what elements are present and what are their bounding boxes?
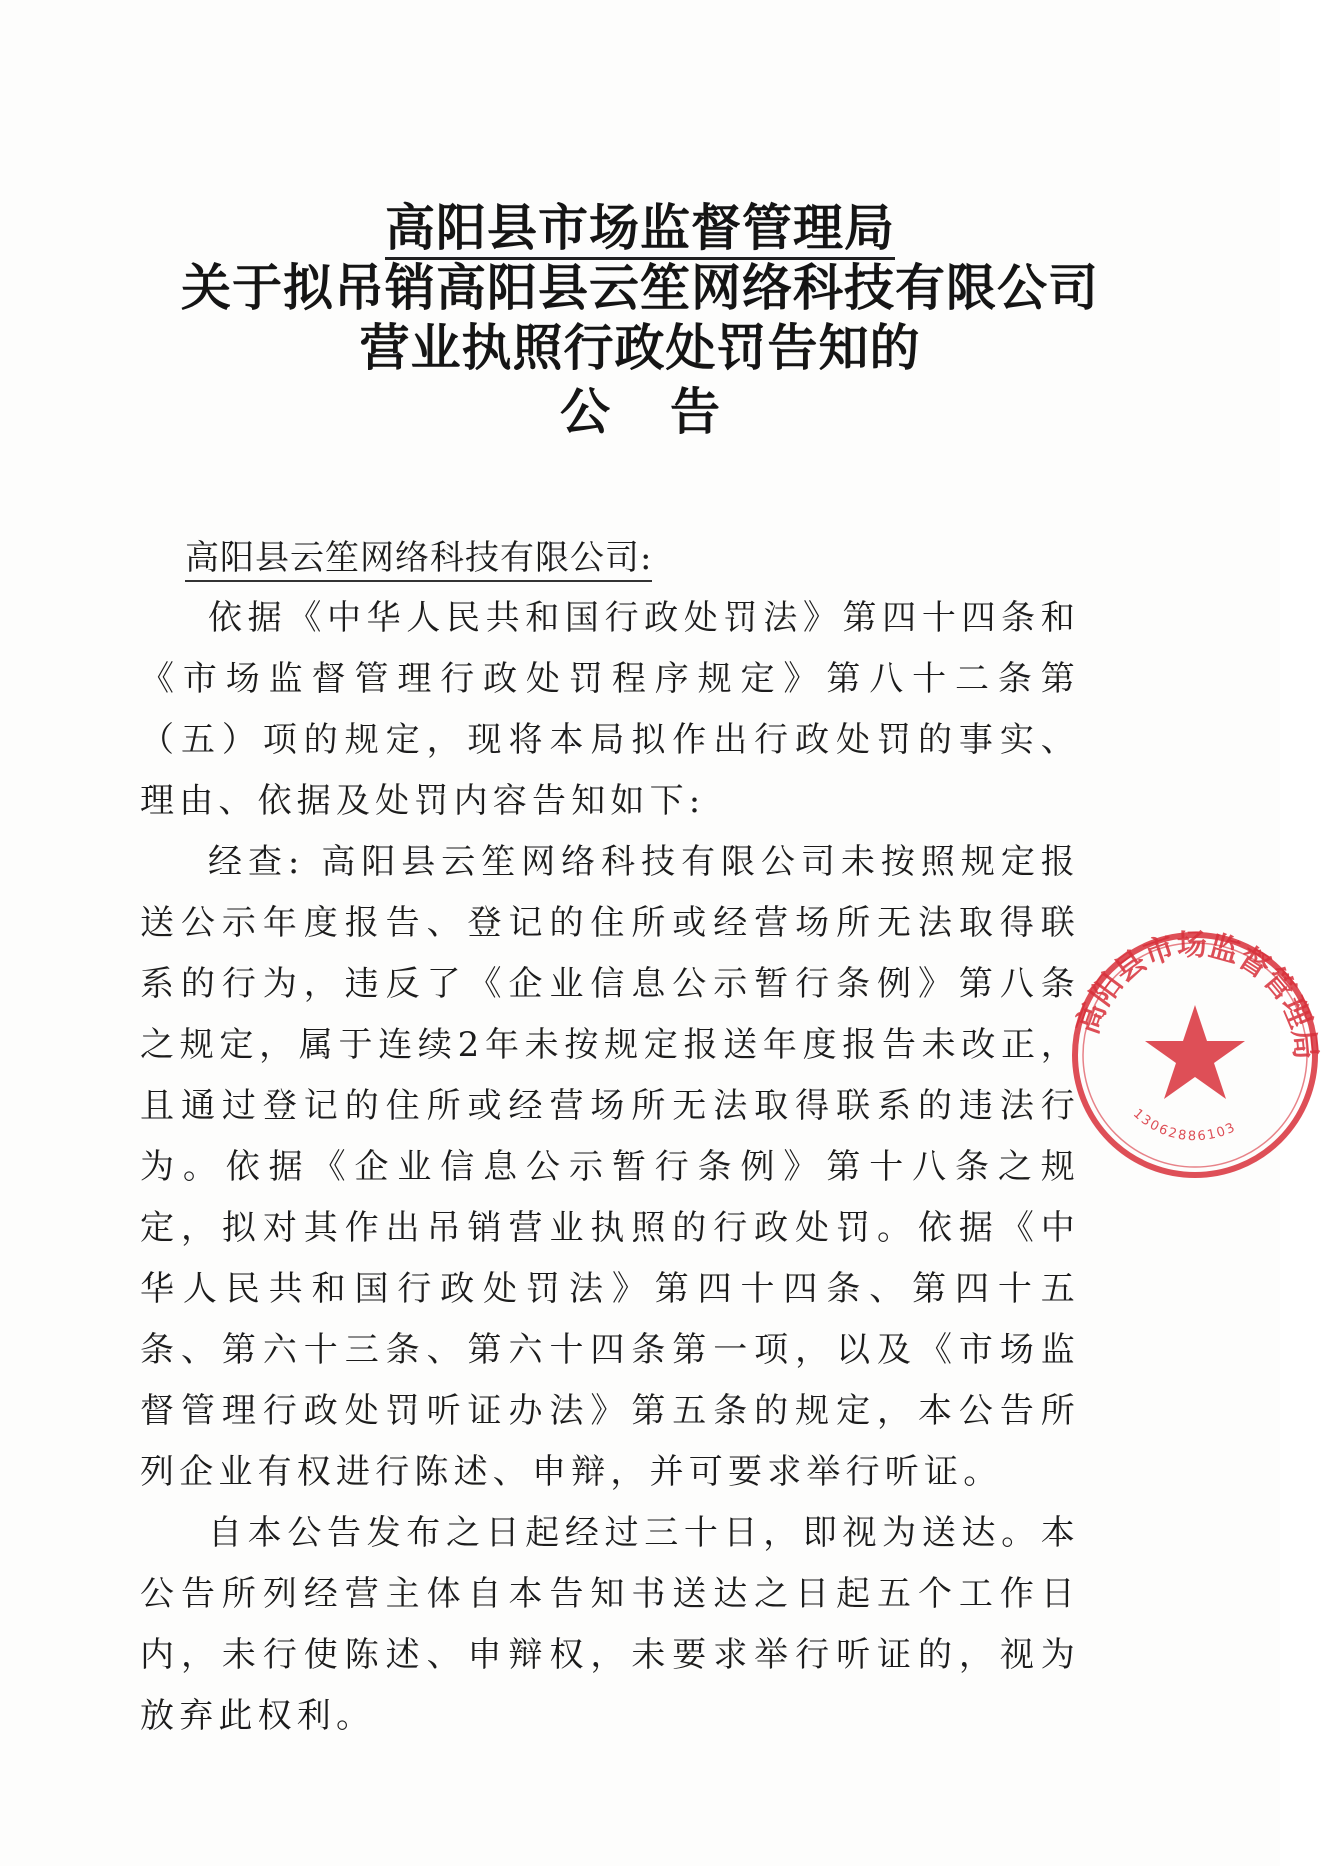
body-text <box>140 588 1080 1747</box>
title-line-issuer: 高阳县市场监督管理局 <box>0 198 1280 258</box>
title-line-announcement: 公告 <box>560 382 780 441</box>
paragraph-findings: 经查: 高阳县云笙网络科技有限公司未按照规定报送公示年度报告、登记的住所或经营场所无法取得联系的行为，违反了《企业信息公示暂行条例》第八条之规定，属于连续2年未按规定报送年度报告未改正，且通过登记的住所或经营场所无法取得联系的违法行为。依据《企业信息公示暂行条例》第十八条之规定，拟对其作出吊销营业执照的行政处罚。依据《中华人民共和国行政处罚法》第四十四条、第四十五条、第六十三条、第六十四条第一项，以及《市场监督管理行政处罚听证办法》第五条的规定，本公告所列企业有权进行陈述、申辩，并可要求举行听证。 <box>140 842 1080 1492</box>
seal-star-icon <box>1145 1005 1245 1099</box>
seal-text: 高阳县市场监督管理局 <box>1070 927 1323 1062</box>
paragraph-basis: 依据《中华人民共和国行政处罚法》第四十四条和《市场监督管理行政处罚程序规定》第八十二条第（五）项的规定，现将本局拟作出行政处罚的事实、理由、依据及处罚内容告知如下: <box>140 598 1080 821</box>
title-line-subject: 关于拟吊销高阳县云笙网络科技有限公司 <box>181 258 1099 317</box>
official-seal <box>1065 925 1325 1185</box>
document-title <box>0 198 1280 442</box>
paragraph-service: 自本公告发布之日起经过三十日，即视为送达。本公告所列经营主体自本告知书送达之日起五个工作日内，未行使陈述、申辩权，未要求举行听证的，视为放弃此权利。 <box>140 1513 1080 1736</box>
seal-number: 13062886103 <box>1130 1106 1240 1145</box>
addressee: 高阳县云笙网络科技有限公司: <box>185 536 652 582</box>
title-line-subject-cont: 营业执照行政处罚告知的 <box>359 318 921 377</box>
